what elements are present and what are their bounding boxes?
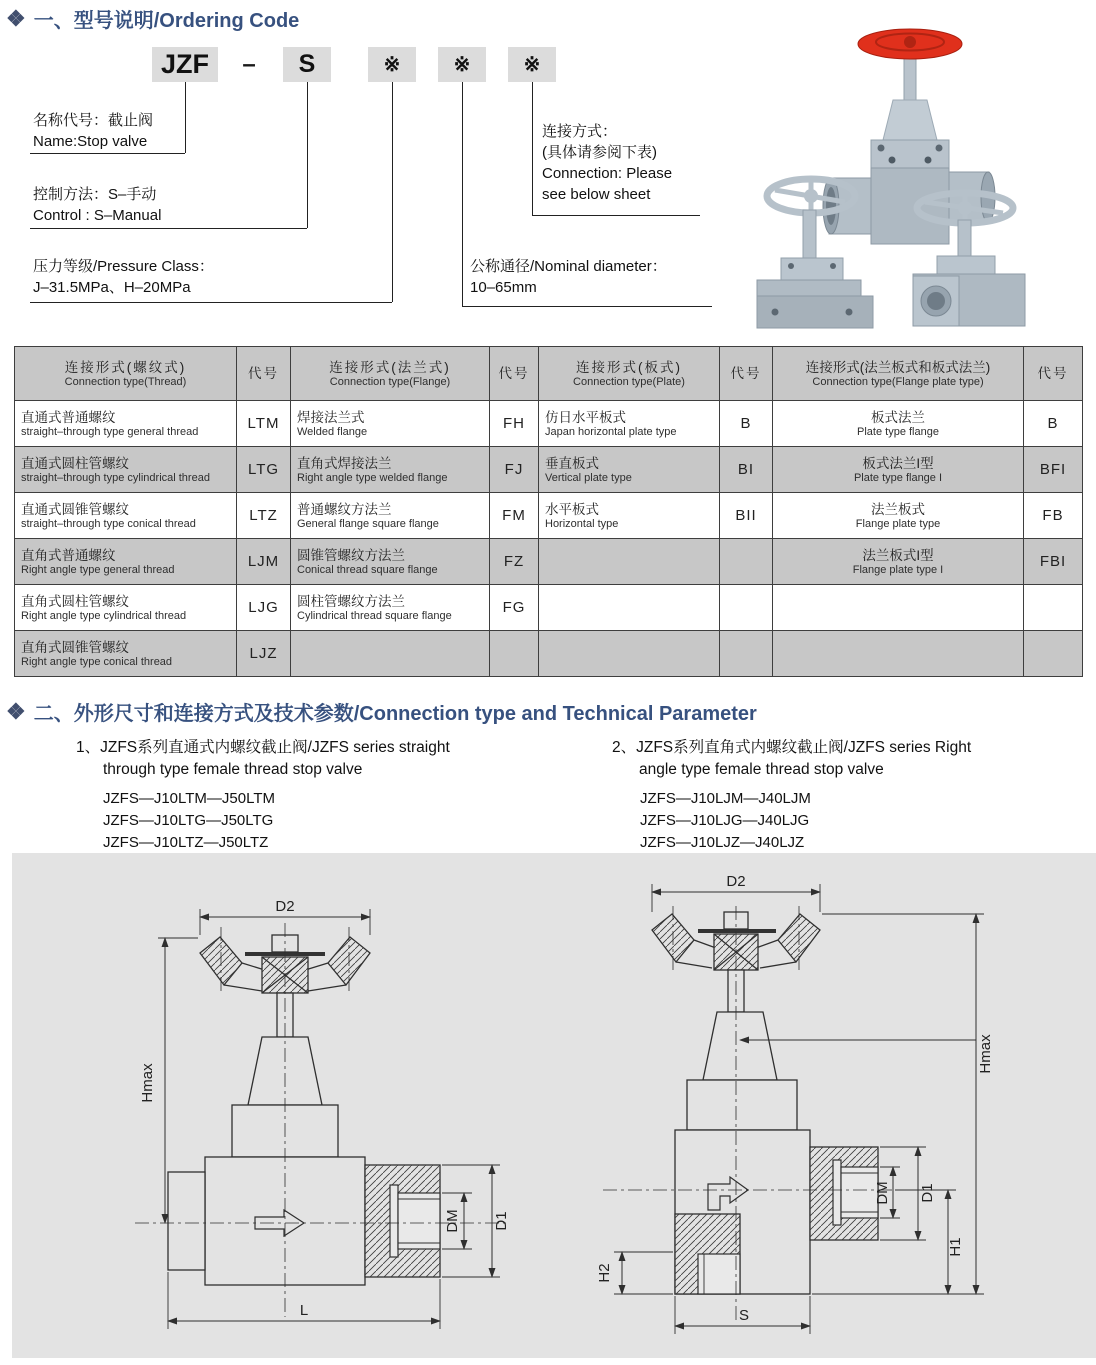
header-en: Connection type(Flange) <box>329 375 451 388</box>
dim-label-l: L <box>299 1302 309 1319</box>
dim-label-d2: D2 <box>726 873 746 890</box>
subsection1-line2: through type female thread stop valve <box>103 761 363 778</box>
table-cell-empty <box>720 539 773 585</box>
diameter-en: 10–65mm <box>470 279 537 296</box>
table-cell <box>15 493 237 539</box>
cell-cn: 直通式圆柱管螺纹 <box>21 455 129 471</box>
dim-label-d1: D1 <box>919 1183 936 1203</box>
cell-code: B <box>720 401 773 447</box>
leader-line <box>392 82 393 302</box>
table-cell <box>773 401 1024 447</box>
table-cell <box>291 539 490 585</box>
cell-en: straight–through type cylindrical thread <box>21 471 210 484</box>
table-cell <box>15 585 237 631</box>
code-box-star3: ※ <box>508 47 556 82</box>
leader-line <box>185 82 186 153</box>
cell-code: LTZ <box>237 493 291 539</box>
table-cell-empty <box>773 631 1024 677</box>
model-code: JZFS—J10LJM—J40LJM <box>640 790 811 807</box>
table-cell-empty <box>539 539 720 585</box>
header-cn: 连接形式(法兰板式和板式法兰) <box>805 359 991 375</box>
label-underline <box>30 302 392 303</box>
table-row <box>15 493 1083 539</box>
header-cn: 代号 <box>498 366 530 381</box>
dim-label-d2: D2 <box>275 898 295 915</box>
connection-l4: see below sheet <box>542 186 651 203</box>
leader-line <box>532 82 533 215</box>
header-code <box>237 347 291 401</box>
valve-outline <box>135 923 510 1317</box>
label-underline <box>30 228 307 229</box>
cell-code: B <box>1024 401 1083 447</box>
header-flange <box>291 347 490 401</box>
table-cell <box>773 493 1024 539</box>
cell-en: Horizontal type <box>545 517 619 530</box>
connection-label <box>542 121 672 205</box>
dim-label-d1: D1 <box>493 1211 510 1231</box>
table-cell <box>291 585 490 631</box>
dim-label-hmax: Hmax <box>139 1063 156 1103</box>
cell-en: Vertical plate type <box>545 471 632 484</box>
cell-cn: 直通式普通螺纹 <box>21 409 116 425</box>
table-cell-empty <box>720 631 773 677</box>
table-row <box>15 447 1083 493</box>
pressure-class-label <box>33 256 214 298</box>
cell-cn: 法兰板式I型 <box>862 547 934 563</box>
model-code: JZFS—J10LTZ—J50LTZ <box>103 834 269 851</box>
cell-cn: 直角式普通螺纹 <box>21 547 116 563</box>
name-code-en: Name:Stop valve <box>33 133 148 150</box>
section1-title: 一、型号说明/Ordering Code <box>33 10 300 32</box>
table-cell-empty <box>490 631 539 677</box>
header-code <box>1024 347 1083 401</box>
table-cell <box>15 401 237 447</box>
cell-code: FBI <box>1024 539 1083 585</box>
header-code <box>490 347 539 401</box>
table-cell <box>773 539 1024 585</box>
table-cell-empty <box>539 585 720 631</box>
cell-en: Right angle type general thread <box>21 563 175 576</box>
cell-code: LJG <box>237 585 291 631</box>
header-plate <box>539 347 720 401</box>
cell-cn: 仿日水平板式 <box>545 409 626 425</box>
header-cn: 代号 <box>1037 366 1069 381</box>
code-dash: – <box>242 50 256 78</box>
cell-en: Conical thread square flange <box>297 563 438 576</box>
cell-cn: 直角式圆锥管螺纹 <box>21 639 129 655</box>
name-code-cn: 名称代号：截止阀 <box>33 112 154 129</box>
diamond-icon: ❖ <box>6 698 26 724</box>
table-cell-empty <box>291 631 490 677</box>
cell-code: BFI <box>1024 447 1083 493</box>
header-cn: 连接形式(板式) <box>576 359 682 375</box>
table-cell-empty <box>539 631 720 677</box>
header-flange-plate <box>773 347 1024 401</box>
cell-en: Cylindrical thread square flange <box>297 609 452 622</box>
valve-outline <box>603 906 976 1324</box>
header-cn: 连接形式(法兰式) <box>329 359 451 375</box>
table-cell <box>539 493 720 539</box>
cell-en: Flange plate type I <box>852 563 944 576</box>
section2-title: 二、外形尺寸和连接方式及技术参数/Connection type and Technical Parameter <box>33 703 757 725</box>
code-box-model: JZF <box>152 47 218 82</box>
model-code: JZFS—J10LJG—J40LJG <box>640 812 810 829</box>
subsection2-line2: angle type female thread stop valve <box>639 761 884 778</box>
leader-line <box>462 82 463 306</box>
code-box-control: S <box>283 47 331 82</box>
cell-cn: 垂直板式 <box>545 455 599 471</box>
table-cell-empty <box>1024 585 1083 631</box>
code-box-star1: ※ <box>368 47 416 82</box>
cell-cn: 圆锥管螺纹方法兰 <box>297 547 405 563</box>
dim-label-dm: DM <box>874 1181 891 1205</box>
table-cell <box>539 401 720 447</box>
cell-cn: 水平板式 <box>545 501 599 517</box>
control-en: Control : S–Manual <box>33 207 162 224</box>
cell-cn: 板式法兰 <box>871 409 925 425</box>
model-code: JZFS—J10LTM—J50LTM <box>103 790 275 807</box>
pressure-en: J–31.5MPa、H–20MPa <box>33 279 191 296</box>
diamond-icon: ❖ <box>6 5 26 31</box>
table-cell-empty <box>773 585 1024 631</box>
valve-render-right-angle <box>757 179 873 328</box>
drawing-right-angle-valve <box>548 862 1093 1358</box>
table-header-row <box>15 347 1083 401</box>
table-cell <box>15 447 237 493</box>
table-cell-empty <box>720 585 773 631</box>
table-cell <box>291 493 490 539</box>
cell-en: Japan horizontal plate type <box>545 425 677 438</box>
table-row <box>15 401 1083 447</box>
dim-label-s: S <box>738 1307 750 1324</box>
cell-cn: 焊接法兰式 <box>297 409 365 425</box>
cell-code: LTM <box>237 401 291 447</box>
header-en: Connection type(Flange plate type) <box>812 375 984 388</box>
section1-heading <box>6 4 299 33</box>
table-row <box>15 585 1083 631</box>
control-label <box>33 184 161 226</box>
connection-l2: (具体请参阅下表) <box>542 144 657 161</box>
cell-cn: 板式法兰I型 <box>862 455 934 471</box>
subsection2-line1: 2、JZFS系列直角式内螺纹截止阀/JZFS series Right <box>612 739 972 756</box>
subsection1-models <box>103 788 275 854</box>
cell-code: FG <box>490 585 539 631</box>
label-underline <box>462 306 712 307</box>
control-cn: 控制方法：S–手动 <box>33 186 157 203</box>
connection-type-table <box>14 346 1083 677</box>
cell-code: FZ <box>490 539 539 585</box>
dim-label-h2: H2 <box>596 1263 613 1283</box>
header-thread <box>15 347 237 401</box>
connection-l1: 连接方式： <box>542 123 618 140</box>
model-code: JZFS—J10LTG—J50LTG <box>103 812 274 829</box>
dim-label-dm: DM <box>444 1209 461 1233</box>
cell-code: FH <box>490 401 539 447</box>
table-cell <box>539 447 720 493</box>
table-row <box>15 539 1083 585</box>
connection-l3: Connection: Please <box>542 165 673 182</box>
header-cn: 连接形式(螺纹式) <box>64 359 187 375</box>
table-row <box>15 631 1083 677</box>
dim-label-hmax: Hmax <box>977 1034 994 1074</box>
diameter-cn: 公称通径/Nominal diameter： <box>470 258 667 275</box>
code-box-star2: ※ <box>438 47 486 82</box>
cell-cn: 法兰板式 <box>871 501 925 517</box>
cell-cn: 直通式圆锥管螺纹 <box>21 501 129 517</box>
cell-cn: 圆柱管螺纹方法兰 <box>297 593 405 609</box>
header-cn: 代号 <box>248 366 279 381</box>
cell-code: FB <box>1024 493 1083 539</box>
table-cell <box>773 447 1024 493</box>
name-code-label <box>33 110 153 152</box>
cell-en: Plate type flange <box>857 425 939 438</box>
product-renders <box>745 0 1096 332</box>
cell-code: FM <box>490 493 539 539</box>
cell-cn: 普通螺纹方法兰 <box>297 501 392 517</box>
cell-cn: 直角式焊接法兰 <box>297 455 392 471</box>
cell-code: BI <box>720 447 773 493</box>
header-cn: 代号 <box>730 366 762 381</box>
nominal-diameter-label <box>470 256 667 298</box>
label-underline <box>30 153 185 154</box>
leader-line <box>307 82 308 228</box>
cell-code: LJZ <box>237 631 291 677</box>
table-cell <box>291 447 490 493</box>
header-code <box>720 347 773 401</box>
table-cell <box>15 631 237 677</box>
cell-code: LJM <box>237 539 291 585</box>
cell-en: Plate type flange I <box>853 471 943 484</box>
subsection1-line1: 1、JZFS系列直通式内螺纹截止阀/JZFS series straight <box>76 739 450 756</box>
drawing-straight-valve <box>40 865 545 1355</box>
label-underline <box>532 215 700 216</box>
cell-en: Welded flange <box>297 425 368 438</box>
cell-en: Flange plate type <box>855 517 941 530</box>
subsection1-title <box>76 737 450 781</box>
dim-label-h1: H1 <box>947 1237 964 1257</box>
cell-en: Right angle type cylindrical thread <box>21 609 187 622</box>
header-en: Connection type(Plate) <box>573 375 685 388</box>
table-cell <box>15 539 237 585</box>
cell-en: Right angle type conical thread <box>21 655 173 668</box>
cell-en: Right angle type welded flange <box>297 471 448 484</box>
pressure-cn: 压力等级/Pressure Class： <box>33 258 214 275</box>
header-en: Connection type(Thread) <box>64 375 187 388</box>
cell-en: General flange square flange <box>297 517 439 530</box>
section2-heading <box>6 697 757 726</box>
cell-code: FJ <box>490 447 539 493</box>
cell-code: LTG <box>237 447 291 493</box>
dimension-panel <box>12 853 1096 1358</box>
model-code: JZFS—J10LJZ—J40LJZ <box>640 834 805 851</box>
subsection2-title <box>612 737 971 781</box>
cell-en: straight–through type general thread <box>21 425 199 438</box>
subsection2-models <box>640 788 811 854</box>
cell-code: BII <box>720 493 773 539</box>
table-cell-empty <box>1024 631 1083 677</box>
cell-cn: 直角式圆柱管螺纹 <box>21 593 129 609</box>
cell-en: straight–through type conical thread <box>21 517 196 530</box>
table-cell <box>291 401 490 447</box>
